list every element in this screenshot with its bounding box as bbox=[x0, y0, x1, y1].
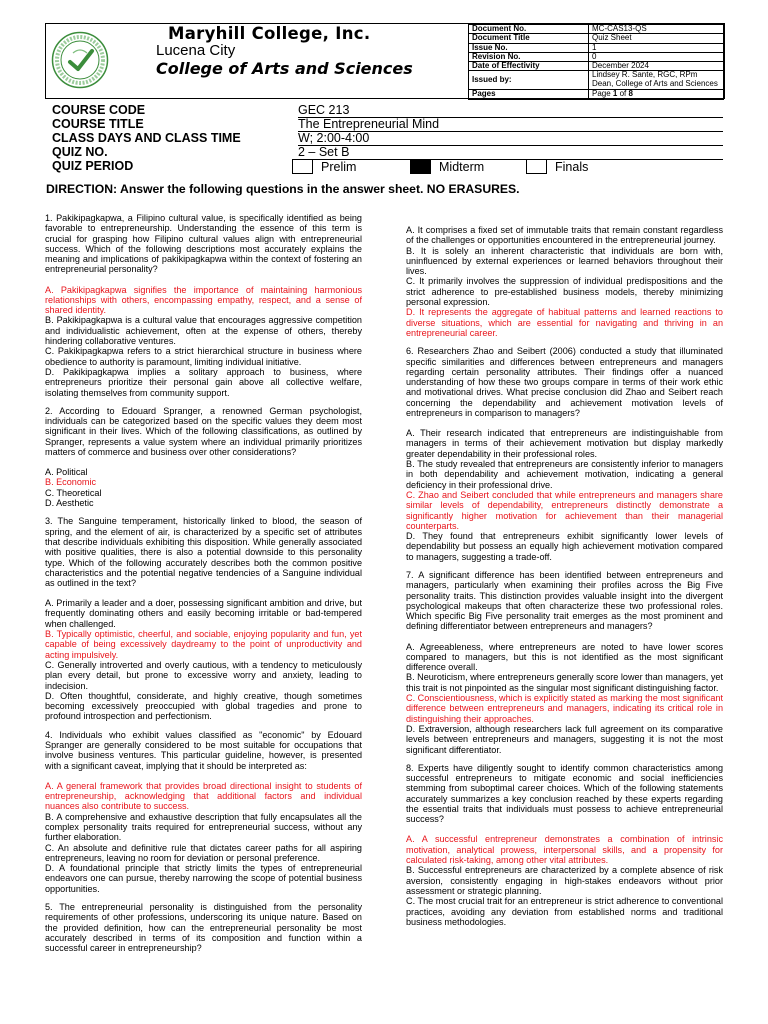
answer-option: B. Pakikipagkapwa is a cultural value that encourages aggressive competition and individualistic achievement, often at the expense of others, thereby hindering collaborative ventures. bbox=[45, 315, 362, 347]
course-title-value: The Entrepreneurial Mind bbox=[298, 117, 723, 132]
question-5: 5. The entrepreneurial personality is distinguished from the personality requirements of other professions, underscoring its unique nature. Based on the provided definition, how can the entrepreneurial personality be most accurately described in terms of its composition and function within a successful career in entrepreneurship? bbox=[45, 902, 362, 954]
answer-option: B. Typically optimistic, cheerful, and sociable, enjoying popularity and fun, yet capable of being excessively daydreamy to the point of unproductivity and acting impulsively. bbox=[45, 629, 362, 660]
quiz-no-label: QUIZ NO. bbox=[52, 145, 108, 159]
question-4: 4. Individuals who exhibit values classified as "economic" by Edouard Spranger are generally considered to be most suitable for occupations that involve business ventures. This particular guideline, however, is presented with a significant caveat, implying that it should be interpreted as: bbox=[45, 729, 362, 771]
answer-option: A. Pakikipagkapwa signifies the importance of maintaining harmonious relationships with others, encompassing empathy, respect, and a sense of shared identity. bbox=[45, 284, 362, 316]
answer-option: C. The most crucial trait for an entrepreneur is strict adherence to conventional practices, avoiding any deviation from established norms and traditional business methodologies. bbox=[406, 896, 723, 927]
doc-key: Date of Effectivity bbox=[469, 62, 589, 71]
prelim-checkbox[interactable] bbox=[292, 159, 313, 174]
answer-option: A. Their research indicated that entrepreneurs are indistinguishable from managers in terms of their achievement motivation but display markedly greater dependability in their professional roles. bbox=[406, 428, 723, 459]
answer-option: D. It represents the aggregate of habitual patterns and learned reactions to diverse situations, which are essential for navigating and thriving in an entrepreneurial career. bbox=[406, 307, 723, 338]
doc-value: MC-CAS13-QS bbox=[589, 25, 724, 34]
answer-option: C. It primarily involves the suppression of individual predispositions and the strict adherence to pre-established business models, thereby minimizing personal expression. bbox=[406, 276, 723, 308]
issuer-title: Dean, College of Arts and Sciences bbox=[592, 78, 718, 88]
issuer-name: Lindsey R. Sante, RGC, RPm bbox=[592, 70, 698, 80]
college-unit: College of Arts and Sciences bbox=[156, 59, 413, 78]
page-current: 1 bbox=[612, 89, 618, 99]
question-1: 1. Pakikipagkapwa, a Filipino cultural value, is specifically identified as being favorable to entrepreneurship. Understanding the essence of this term is crucial for grasping how Filipino cultural values align with entrepreneurial success. Which of the following descriptions most accurately explains the meaning and implications of pakikipagkapwa within the context of fostering an entrepreneurial personality? bbox=[45, 213, 362, 275]
answer-option: B. Economic bbox=[45, 477, 97, 488]
answer-option: D. They found that entrepreneurs exhibit significantly lower levels of dependability but possess an equally high achievement motivation compared to managers, suggesting a trade-off. bbox=[406, 531, 723, 562]
doc-key: Revision No. bbox=[469, 52, 589, 61]
answer-option: B. The study revealed that entrepreneurs are consistently inferior to managers in both dependability and achievement motivation, indicating a general deficiency in their professional drive. bbox=[406, 459, 723, 490]
question-8: 8. Experts have diligently sought to identify common characteristics among successful entrepreneurs to mitigate economic and social inefficiencies stemming from suboptimal career choices. Which of the following statements accurately summarizes a key conclusion reached by these experts regarding the essential traits that individuals must possess to achieve entrepreneurial success? bbox=[406, 762, 723, 825]
finals-checkbox[interactable] bbox=[526, 159, 547, 174]
questions-right-column bbox=[406, 225, 723, 927]
prelim-label: Prelim bbox=[321, 159, 357, 174]
doc-key: Issue No. bbox=[469, 43, 589, 52]
answer-option: A. A general framework that provides broad directional insight to students of entrepreneurship, acknowledging that additional factors and individual nuances also contribute to success. bbox=[45, 780, 362, 812]
answer-option: C. Conscientiousness, which is explicitly stated as marking the most significant difference between entrepreneurs and managers, indicating its critical role in distinguishing their approaches. bbox=[406, 693, 723, 724]
doc-value: 1 bbox=[589, 43, 724, 52]
doc-row-pages bbox=[469, 90, 724, 99]
answer-option: C. Generally introverted and overly cautious, with a tendency to meticulously plan every detail, but prone to excessive worry and anxiety, leading to indecision. bbox=[45, 659, 362, 691]
question-7: 7. A significant difference has been identified between entrepreneurs and managers, particularly when examining their profiles across the Big Five personality traits. This distinction provides valuable insight into the divergent psychological makeups that often characterize these two professional roles. Which specific Big Five personality trait emerges as the most prominent and defining differentiator between entrepreneurs and managers? bbox=[406, 570, 723, 632]
doc-key: Document Title bbox=[469, 34, 589, 43]
doc-key: Pages bbox=[469, 90, 589, 99]
course-code-label: COURSE CODE bbox=[52, 103, 146, 117]
college-city: Lucena City bbox=[156, 42, 236, 59]
answer-option: B. Successful entrepreneurs are characterized by a complete absence of risk aversion, consistently engaging in high-stakes endeavors without prior assessment or strategic planning. bbox=[406, 865, 723, 896]
doc-value: 0 bbox=[589, 52, 724, 61]
period-finals[interactable] bbox=[526, 159, 588, 174]
answer-option: D. Often thoughtful, considerate, and highly creative, though sometimes becoming excessively preoccupied with global tragedies and prone to profound introspection and perfectionism. bbox=[45, 690, 362, 722]
answer-option: A. Primarily a leader and a doer, possessing significant ambition and drive, but frequently dominating others and easily becoming irritable or bad-tempered when challenged. bbox=[45, 598, 362, 629]
question-3: 3. The Sanguine temperament, historically linked to blood, the season of spring, and the element of air, is characterized by a specific set of attributes that describe individuals exhibiting this disposition. While generally associated with positive qualities, there is also a potential downside to this personality type. Which of the following accurately describes both the common positive characteristics and the potential negative tendencies of a Sanguine individual as outlined in the text? bbox=[45, 516, 362, 589]
answer-option: C. Pakikipagkapwa refers to a strict hierarchical structure in business where obedience to authority is paramount, limiting individual initiative. bbox=[45, 346, 362, 367]
doc-value: December 2024 bbox=[589, 62, 724, 71]
doc-value bbox=[589, 90, 724, 99]
answer-option: C. An absolute and definitive rule that dictates career paths for all aspiring entrepreneurs, leaving no room for deviation or personal preference. bbox=[45, 842, 362, 863]
period-prelim[interactable] bbox=[292, 159, 356, 174]
college-seal-icon bbox=[51, 31, 109, 89]
doc-row bbox=[469, 43, 724, 52]
answer-option: D. Aesthetic bbox=[45, 498, 94, 509]
course-title-label: COURSE TITLE bbox=[52, 117, 144, 131]
midterm-checkbox[interactable] bbox=[410, 159, 431, 174]
answer-option: B. A comprehensive and exhaustive description that fully encapsulates all the complex personality traits required for entrepreneurial success, without any further elaboration. bbox=[45, 811, 362, 843]
college-name: Maryhill College, Inc. bbox=[168, 24, 371, 43]
doc-value: Quiz Sheet bbox=[589, 34, 724, 43]
question-2: 2. According to Edouard Spranger, a renowned German psychologist, individuals can be categorized based on the specific values they deem most significant in their lives. Which of the following classifications, as outlined by Spranger, represents a value system where an individual primarily prioritizes matters of commerce and business over other considerations? bbox=[45, 405, 362, 458]
class-days-label: CLASS DAYS AND CLASS TIME bbox=[52, 131, 241, 145]
answer-option: C. Zhao and Seibert concluded that while entrepreneurs and managers share similar levels of dependability, entrepreneurs distinctly demonstrate a significantly higher motivation for achievement than their managerial counterparts. bbox=[406, 489, 723, 531]
answer-option: A. Agreeableness, where entrepreneurs are noted to have lower scores compared to managers, but this is not identified as the most significant difference overall. bbox=[406, 641, 723, 673]
questions-left-column bbox=[45, 213, 362, 963]
quiz-no-value: 2 – Set B bbox=[298, 145, 723, 160]
answer-option: B. Neuroticism, where entrepreneurs generally score lower than managers, yet this trait is not pinpointed as the singular most significant distinguishing factor. bbox=[406, 672, 723, 693]
quiz-period-label: QUIZ PERIOD bbox=[52, 159, 134, 173]
course-code-value: GEC 213 bbox=[298, 103, 723, 118]
period-midterm[interactable] bbox=[410, 159, 484, 174]
doc-key: Document No. bbox=[469, 25, 589, 34]
answer-option: A. Political bbox=[45, 467, 88, 478]
answer-option: D. Extraversion, although researchers lack full agreement on its comparative levels between entrepreneurs and managers, suggesting it is not the most significant differentiator. bbox=[406, 723, 723, 755]
page-prefix: Page bbox=[592, 89, 613, 99]
answer-option: D. Pakikipagkapwa implies a solitary approach to business, where entrepreneurs prioritize their personal gain above all collective welfare, isolating themselves from community support. bbox=[45, 366, 362, 398]
document-header bbox=[45, 23, 725, 99]
class-days-value: W; 2:00-4:00 bbox=[298, 131, 723, 146]
midterm-label: Midterm bbox=[439, 159, 485, 174]
answer-option: D. A foundational principle that strictly limits the types of entrepreneurial endeavors one can pursue, thereby narrowing the scope of potential business opportunities. bbox=[45, 863, 362, 894]
answer-option: C. Theoretical bbox=[45, 487, 102, 498]
direction-text: DIRECTION: Answer the following questions in the answer sheet. NO ERASURES. bbox=[46, 182, 520, 196]
question-6: 6. Researchers Zhao and Seibert (2006) conducted a study that illuminated specific similarities and differences between entrepreneurs and managers regarding certain personality attributes. Their findings offer a nuanced understanding of how these two groups compare in terms of their work ethic and motivational drives. What precise conclusion did Zhao and Seibert reach concerning the dependability and achievement motivation levels of entrepreneurs in comparison to managers? bbox=[406, 346, 723, 419]
doc-row-issued-by bbox=[469, 71, 724, 90]
answer-option: B. It is solely an inherent characteristic that individuals are born with, uninfluenced by external experiences or learned behaviors throughout their lives. bbox=[406, 245, 723, 277]
doc-value bbox=[589, 71, 724, 90]
doc-row bbox=[469, 34, 724, 43]
college-block bbox=[112, 24, 469, 98]
answer-option: A. It comprises a fixed set of immutable traits that remain constant regardless of the challenges or opportunities encountered in the entrepreneurial journey. bbox=[406, 225, 723, 246]
answer-option: A. A successful entrepreneur demonstrates a combination of intrinsic motivation, analytical prowess, interpersonal skills, and a propensity for calculated risk-taking, among other vital attributes. bbox=[406, 834, 723, 866]
finals-label: Finals bbox=[555, 159, 589, 174]
doc-key: Issued by: bbox=[469, 71, 589, 90]
page-total: 8 bbox=[628, 89, 633, 99]
page-of: of bbox=[617, 89, 629, 99]
document-info-table bbox=[468, 24, 724, 100]
quiz-period-row bbox=[52, 159, 724, 173]
